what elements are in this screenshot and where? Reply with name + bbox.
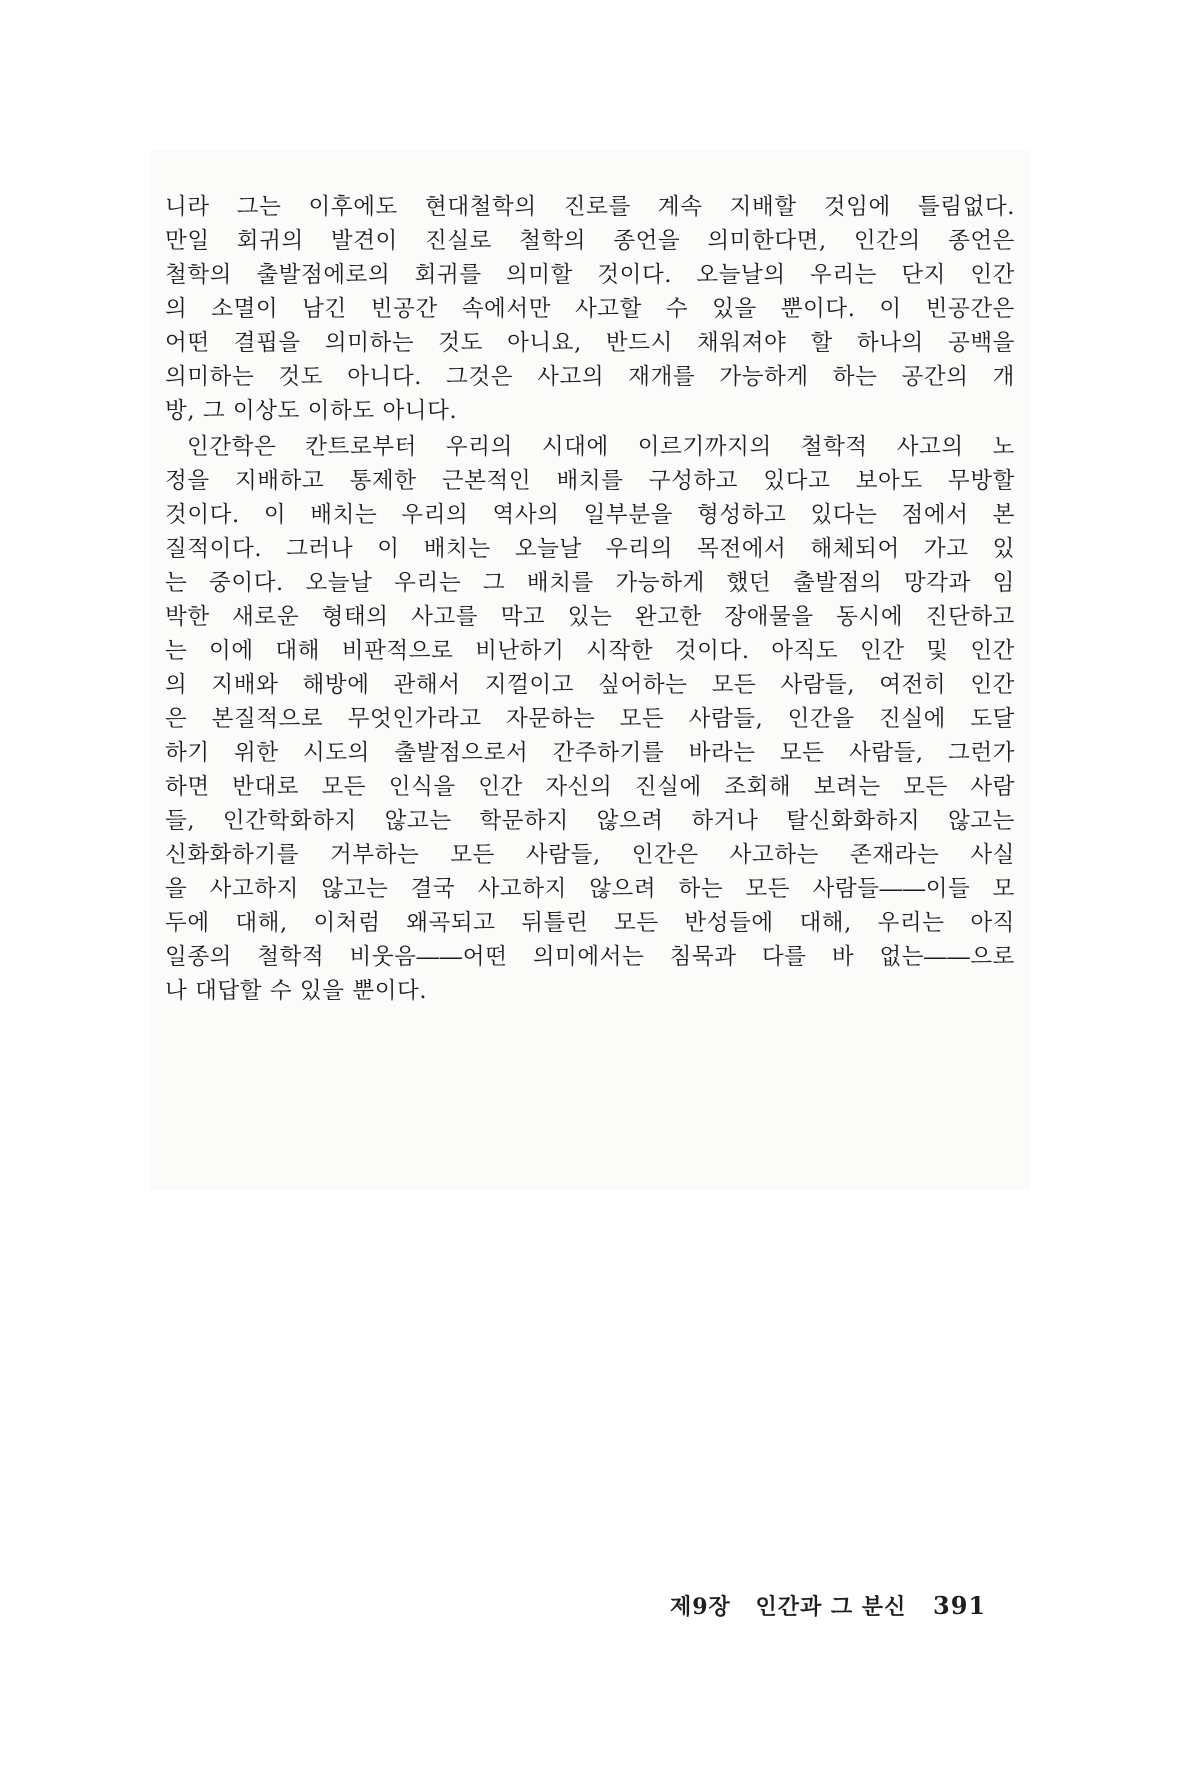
text-line: 의 지배와 해방에 관해서 지껄이고 싶어하는 모든 사람들, 여전히 인간 [165, 672, 1015, 698]
text-line: 는 이에 대해 비판적으로 비난하기 시작한 것이다. 아직도 인간 및 인간 [165, 638, 1015, 664]
text-line: 들, 인간학화하지 않고는 학문하지 않으려 하거나 탈신화화하지 않고는 [165, 808, 1015, 834]
text-line: 만일 회귀의 발견이 진실로 철학의 종언을 의미한다면, 인간의 종언은 [165, 228, 1015, 254]
chapter-title: 인간과 그 분신 [755, 1594, 907, 1620]
text-line: 어떤 결핍을 의미하는 것도 아니요, 반드시 채워져야 할 하나의 공백을 [165, 330, 1015, 356]
page-number: 391 [933, 1591, 987, 1620]
text-line: 박한 새로운 형태의 사고를 막고 있는 완고한 장애물을 동시에 진단하고 [165, 604, 1016, 630]
text-line: 일종의 철학적 비웃음――어떤 의미에서는 침묵과 다를 바 없는――으로 [165, 944, 1015, 970]
text-line: 니라 그는 이후에도 현대철학의 진로를 계속 지배할 것임에 틀림없다. [165, 194, 1015, 220]
text-line: 정을 지배하고 통제한 근본적인 배치를 구성하고 있다고 보아도 무방할 [165, 468, 1015, 494]
text-line: 인간학은 칸트로부터 우리의 시대에 이르기까지의 철학적 사고의 노 [187, 434, 1015, 460]
text-line: 하면 반대로 모든 인식을 인간 자신의 진실에 조회해 보려는 모든 사람 [165, 774, 1015, 800]
text-line: 신화화하기를 거부하는 모든 사람들, 인간은 사고하는 존재라는 사실 [165, 842, 1015, 868]
text-line: 하기 위한 시도의 출발점으로서 간주하기를 바라는 모든 사람들, 그런가 [165, 740, 1015, 766]
chapter-label: 제9장 [670, 1594, 731, 1620]
page-footer [670, 1588, 986, 1624]
text-line: 의 소멸이 남긴 빈공간 속에서만 사고할 수 있을 뿐이다. 이 빈공간은 [165, 296, 1015, 322]
text-line: 은 본질적으로 무엇인가라고 자문하는 모든 사람들, 인간을 진실에 도달 [165, 706, 1015, 732]
text-line: 나 대답할 수 있을 뿐이다. [165, 978, 428, 1004]
text-line: 질적이다. 그러나 이 배치는 오늘날 우리의 목전에서 해체되어 가고 있 [165, 536, 1015, 562]
text-line: 두에 대해, 이처럼 왜곡되고 뒤틀린 모든 반성들에 대해, 우리는 아직 [165, 910, 1015, 936]
text-line: 을 사고하지 않고는 결국 사고하지 않으려 하는 모든 사람들――이들 모 [165, 876, 1015, 902]
text-line: 방, 그 이상도 이하도 아니다. [165, 398, 458, 424]
text-line: 것이다. 이 배치는 우리의 역사의 일부분을 형성하고 있다는 점에서 본 [165, 502, 1015, 528]
text-line: 는 중이다. 오늘날 우리는 그 배치를 가능하게 했던 출발점의 망각과 임 [165, 570, 1015, 596]
text-line: 의미하는 것도 아니다. 그것은 사고의 재개를 가능하게 하는 공간의 개 [165, 364, 1015, 390]
text-line: 철학의 출발점에로의 회귀를 의미할 것이다. 오늘날의 우리는 단지 인간 [165, 262, 1015, 288]
